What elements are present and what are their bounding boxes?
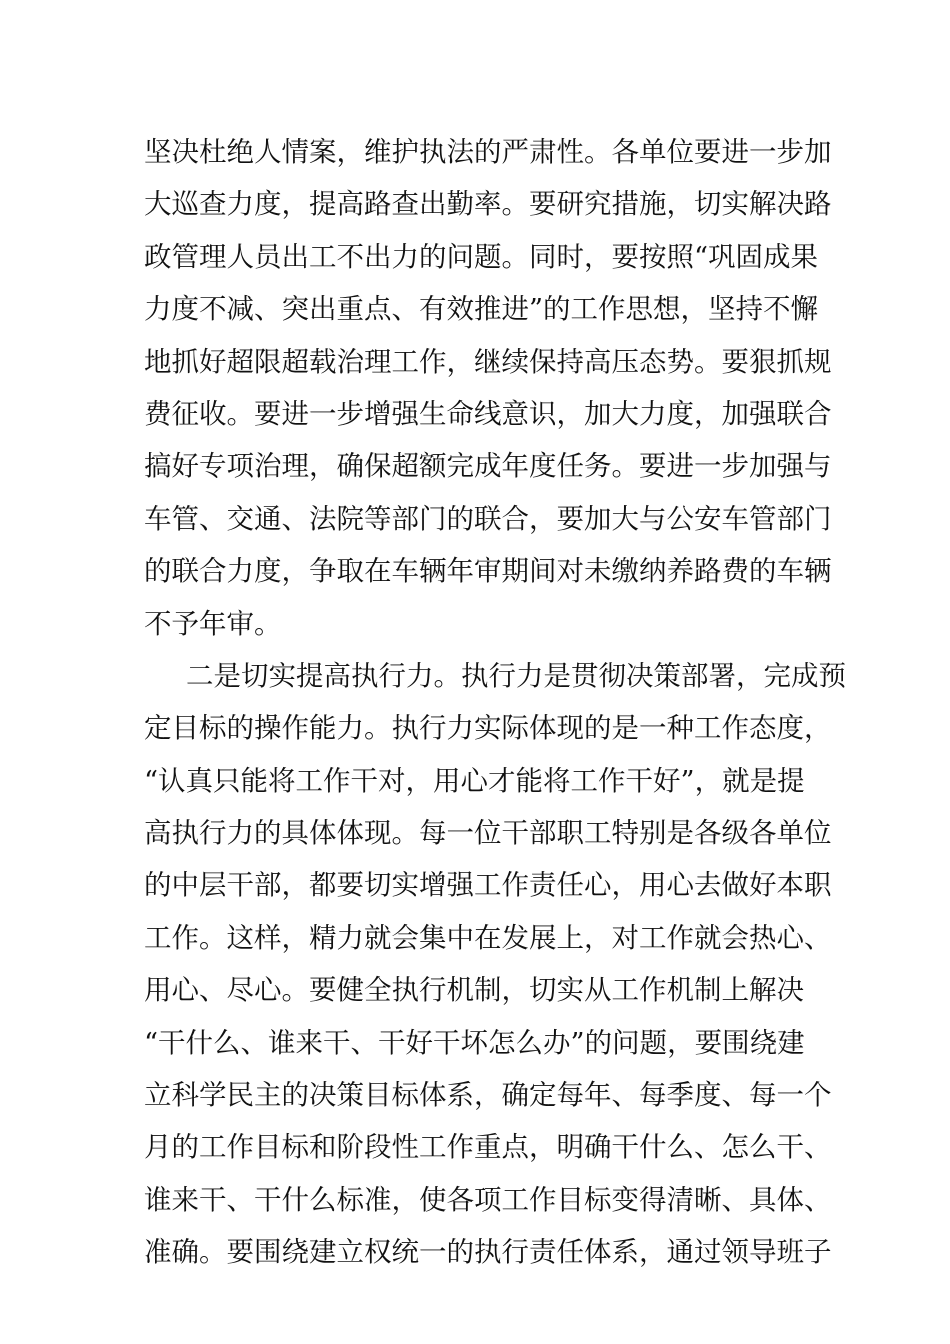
paragraph-line: 用心、尽心。要健全执行机制，切实从工作机制上解决 [144, 974, 804, 1007]
paragraph-line: 定目标的操作能力。执行力实际体现的是一种工作态度， [144, 712, 832, 745]
paragraph-line: 工作。这样，精力就会集中在发展上，对工作就会热心、 [144, 921, 832, 954]
document-body [144, 126, 846, 1279]
paragraph-2 [144, 650, 846, 1279]
paragraph-line: 大巡查力度，提高路查出勤率。要研究措施，切实解决路 [144, 188, 832, 221]
paragraph-line: 立科学民主的决策目标体系，确定每年、每季度、每一个 [144, 1079, 832, 1112]
paragraph-line: 车管、交通、法院等部门的联合，要加大与公安车管部门 [144, 502, 832, 535]
paragraph-line: “认真只能将工作干对，用心才能将工作干好”，就是提 [144, 764, 805, 797]
paragraph-line: 谁来干、干什么标准，使各项工作目标变得清晰、具体、 [144, 1183, 832, 1216]
paragraph-line: 坚决杜绝人情案，维护执法的严肃性。各单位要进一步加 [144, 136, 832, 168]
paragraph-line: 费征收。要进一步增强生命线意识，加大力度，加强联合 [144, 397, 832, 430]
paragraph-line: 高执行力的具体体现。每一位干部职工特别是各级各单位 [144, 817, 832, 850]
paragraph-line: “干什么、谁来干、干好干坏怎么办”的问题，要围绕建 [144, 1026, 805, 1059]
paragraph-line-first: 二是切实提高执行力。执行力是贯彻决策部署，完成预 [186, 659, 846, 692]
paragraph-line: 的联合力度，争取在车辆年审期间对未缴纳养路费的车辆 [144, 555, 832, 588]
paragraph-line: 月的工作目标和阶段性工作重点，明确干什么、怎么干、 [144, 1131, 832, 1164]
paragraph-line: 搞好专项治理，确保超额完成年度任务。要进一步加强与 [144, 450, 832, 483]
paragraph-line: 政管理人员出工不出力的问题。同时，要按照“巩固成果 [144, 240, 819, 273]
paragraph-line: 的中层干部，都要切实增强工作责任心，用心去做好本职 [144, 869, 832, 902]
paragraph-line: 力度不减、突出重点、有效推进”的工作思想，坚持不懈 [144, 293, 819, 326]
paragraph-line: 地抓好超限超载治理工作，继续保持高压态势。要狠抓规 [144, 345, 832, 378]
paragraph-line: 不予年审。 [144, 607, 282, 640]
paragraph-line: 准确。要围绕建立权统一的执行责任体系，通过领导班子 [144, 1236, 832, 1269]
paragraph-1 [144, 126, 832, 650]
